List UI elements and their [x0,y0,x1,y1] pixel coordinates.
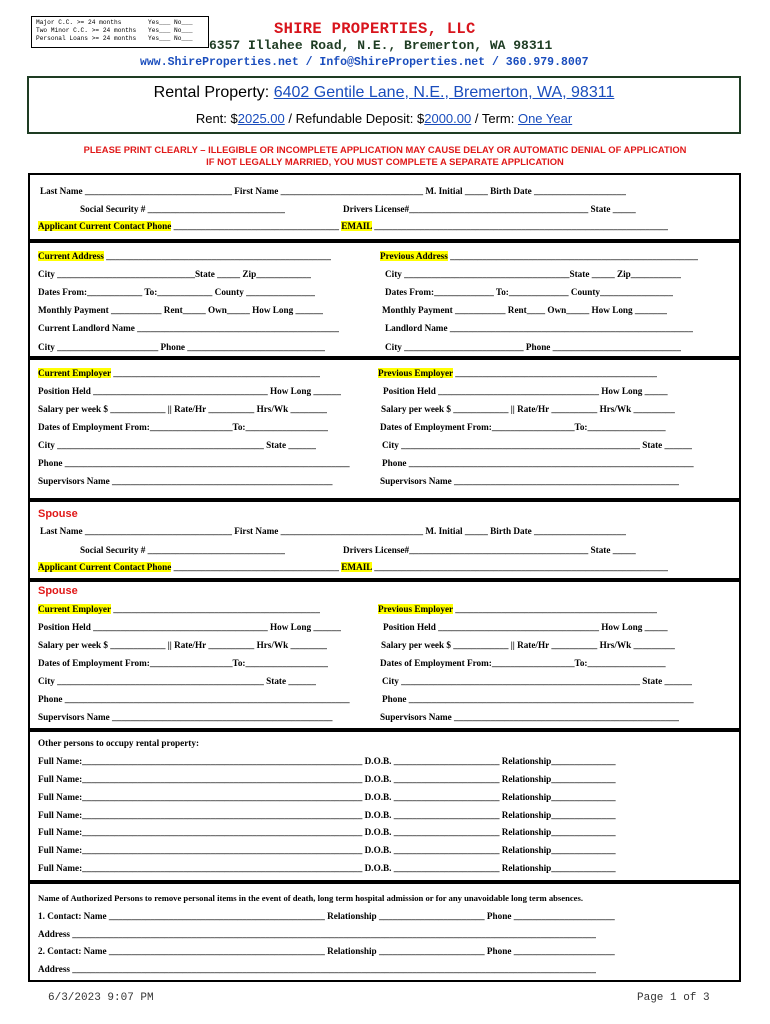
occupant-row[interactable]: Full Name:_____________________________________________________________ D.O.B. _______________________ Relationship______________ [38,792,616,802]
previous-employer-label: Previous Employer [378,368,453,378]
rental-property-line [29,84,739,102]
previous-employer-line[interactable]: ____________________________________________ [452,368,658,378]
deposit-value: 2000.00 [424,111,472,126]
credit-no[interactable]: No___ [174,27,193,34]
occupants-section [28,730,741,882]
spouse-phone-line[interactable]: ____________________________________ [171,562,339,572]
spouse-current-position-row[interactable]: Position Held ______________________________________ How Long ______ [38,622,341,632]
previous-address-label: Previous Address [380,251,448,261]
credit-yes[interactable]: Yes___ [148,19,171,26]
company-contact[interactable]: www.ShireProperties.net / Info@ShireProperties.net / 360.979.8007 [140,56,589,69]
spouse-employer-section [28,580,741,730]
previous-address-field[interactable] [380,251,698,261]
credit-yes[interactable]: Yes___ [148,27,171,34]
current-employer-label: Current Employer [38,368,111,378]
spouse-previous-position-row[interactable]: Position Held ___________________________________ How Long _____ [383,622,668,632]
address-section [28,241,741,358]
spouse-previous-salary-row[interactable]: Salary per week $ ____________ || Rate/Hr __________ Hrs/Wk _________ [381,640,675,650]
ssn-field[interactable]: Social Security # ______________________________ [80,204,286,214]
occupant-row[interactable]: Full Name:_____________________________________________________________ D.O.B. _______________________ Relationship______________ [38,756,616,766]
spouse-previous-employment-dates-row[interactable]: Dates of Employment From:__________________To:_________________ [380,658,666,668]
company-address: 6357 Illahee Road, N.E., Bremerton, WA 98311 [209,38,553,53]
previous-employment-dates-row[interactable]: Dates of Employment From:__________________To:_________________ [380,422,666,432]
contact-2-row[interactable]: 2. Contact: Name _______________________________________________ Relationship _______________________ Phone ______________________ [38,946,615,956]
drivers-license-field[interactable]: Drivers License#_______________________________________ State _____ [343,204,636,214]
applicant-phone-label: Applicant Current Contact Phone [38,221,172,231]
credit-label: Personal Loans >= 24 months [36,35,137,42]
credit-label: Two Minor C.C. >= 24 months [36,27,137,34]
authorized-persons-section [28,882,741,982]
current-employer-city-row[interactable]: City _____________________________________________ State ______ [38,440,316,450]
credit-row-minor [36,27,193,35]
spouse-employer-heading: Spouse [38,585,78,597]
email-line[interactable]: ________________________________________________________________ [371,221,669,231]
current-city-row[interactable]: City ______________________________State _____ Zip____________ [38,269,312,279]
previous-supervisor-row[interactable]: Supervisors Name _________________________________________________ [380,476,680,486]
spouse-current-supervisor-row[interactable]: Supervisors Name ________________________________________________ [38,712,333,722]
previous-position-row[interactable]: Position Held ___________________________________ How Long _____ [383,386,668,396]
current-position-row[interactable]: Position Held ______________________________________ How Long ______ [38,386,341,396]
previous-salary-row[interactable]: Salary per week $ ____________ || Rate/Hr __________ Hrs/Wk _________ [381,404,675,414]
current-address-label: Current Address [38,251,104,261]
current-address-line[interactable]: _________________________________________________ [103,251,332,261]
spouse-phone-label: Applicant Current Contact Phone [38,562,172,572]
current-supervisor-row[interactable]: Supervisors Name ________________________________________________ [38,476,333,486]
deposit-label: / Refundable Deposit: $ [284,111,425,126]
spouse-current-employer-label: Current Employer [38,604,111,614]
rental-property-box [27,76,741,134]
spouse-current-employer-field[interactable] [38,604,320,614]
credit-row-loans [36,35,193,43]
current-address-field[interactable] [38,251,331,261]
previous-landlord-city-row[interactable]: City __________________________ Phone ____________________________ [385,342,682,352]
spouse-previous-employer-phone-row[interactable]: Phone ______________________________________________________________ [382,694,694,704]
warning-line-1: PLEASE PRINT CLEARLY – ILLEGIBLE OR INCOMPLETE APPLICATION MAY CAUSE DELAY OR AUTOMATIC DENIAL OF APPLICATION [83,144,687,155]
occupant-row[interactable]: Full Name:_____________________________________________________________ D.O.B. _______________________ Relationship______________ [38,810,616,820]
occupant-row[interactable]: Full Name:_____________________________________________________________ D.O.B. _______________________ Relationship______________ [38,863,616,873]
previous-payment-row[interactable]: Monthly Payment ___________ Rent____ Own_____ How Long _______ [382,305,668,315]
spouse-previous-employer-line[interactable]: ____________________________________________ [452,604,658,614]
rent-value: 2025.00 [237,111,285,126]
rental-property-label: Rental Property: [153,84,270,101]
current-landlord-row[interactable]: Current Landlord Name ____________________________________________ [38,323,340,333]
spouse-current-employer-phone-row[interactable]: Phone ______________________________________________________________ [38,694,350,704]
spouse-name-row[interactable]: Last Name ________________________________ First Name _______________________________ M. Initial _____ Birth Date ____________________ [40,526,626,536]
previous-landlord-row[interactable]: Landlord Name _____________________________________________________ [385,323,694,333]
occupant-row[interactable]: Full Name:_____________________________________________________________ D.O.B. _______________________ Relationship______________ [38,845,616,855]
spouse-phone-field[interactable] [38,562,668,572]
applicant-phone-line[interactable]: ____________________________________ [171,221,339,231]
company-name: SHIRE PROPERTIES, LLC [274,20,476,38]
current-employer-field[interactable] [38,368,320,378]
spouse-heading: Spouse [38,508,78,520]
credit-row-major [36,19,193,27]
occupant-row[interactable]: Full Name:_____________________________________________________________ D.O.B. _______________________ Relationship______________ [38,774,616,784]
email-label: EMAIL [341,221,372,231]
credit-history-box [31,16,209,48]
current-employer-phone-row[interactable]: Phone ______________________________________________________________ [38,458,350,468]
employer-section [28,358,741,500]
spouse-previous-supervisor-row[interactable]: Supervisors Name _________________________________________________ [380,712,680,722]
occupants-heading: Other persons to occupy rental property: [38,738,200,748]
spouse-previous-employer-city-row[interactable]: City ____________________________________________________ State ______ [382,676,693,686]
spouse-section [28,500,741,580]
rent-terms-line [29,111,739,126]
applicant-section [28,173,741,241]
credit-label: Major C.C. >= 24 months [36,19,122,26]
previous-address-line[interactable]: ______________________________________________________ [447,251,699,261]
spouse-email-line[interactable]: ________________________________________________________________ [371,562,669,572]
current-payment-row[interactable]: Monthly Payment ___________ Rent_____ Own_____ How Long ______ [38,305,324,315]
credit-no[interactable]: No___ [174,35,193,42]
previous-city-row[interactable]: City ____________________________________State _____ Zip___________ [385,269,682,279]
footer-datetime: 6/3/2023 9:07 PM [48,992,154,1004]
previous-employer-city-row[interactable]: City ____________________________________________________ State ______ [382,440,693,450]
previous-employer-phone-row[interactable]: Phone ______________________________________________________________ [382,458,694,468]
contact-1-row[interactable]: 1. Contact: Name _______________________________________________ Relationship _______________________ Phone ______________________ [38,911,615,921]
term-value: One Year [517,111,573,126]
warning-line-2: IF NOT LEGALLY MARRIED, YOU MUST COMPLETE A SEPARATE APPLICATION [206,156,564,167]
credit-yes[interactable]: Yes___ [148,35,171,42]
spouse-current-employer-city-row[interactable]: City _____________________________________________ State ______ [38,676,316,686]
applicant-phone-field[interactable] [38,221,668,231]
current-landlord-city-row[interactable]: City ______________________ Phone ______________________________ [38,342,326,352]
spouse-previous-employer-field[interactable] [378,604,657,614]
spouse-ssn-field[interactable]: Social Security # ______________________________ [80,545,286,555]
contact-2-address-row[interactable]: Address __________________________________________________________________________________________________________________ [38,964,596,974]
authorized-persons-heading: Name of Authorized Persons to remove personal items in the event of death, long term hospital admission or for any unavoidable long term absences. [38,893,583,903]
credit-no[interactable]: No___ [174,19,193,26]
current-dates-row[interactable]: Dates From:____________ To:____________ County _______________ [38,287,315,297]
contact-1-address-row[interactable]: Address __________________________________________________________________________________________________________________ [38,929,596,939]
current-salary-row[interactable]: Salary per week $ ____________ || Rate/Hr __________ Hrs/Wk ________ [38,404,328,414]
rental-property-value: 6402 Gentile Lane, N.E., Bremerton, WA, 98311 [273,84,615,101]
occupant-row[interactable]: Full Name:_____________________________________________________________ D.O.B. _______________________ Relationship______________ [38,827,616,837]
spouse-current-salary-row[interactable]: Salary per week $ ____________ || Rate/Hr __________ Hrs/Wk ________ [38,640,328,650]
spouse-email-label: EMAIL [341,562,372,572]
rent-label: Rent: $ [195,111,238,126]
current-employer-line[interactable]: _____________________________________________ [110,368,320,378]
spouse-previous-employer-label: Previous Employer [378,604,453,614]
spouse-drivers-license-field[interactable]: Drivers License#_______________________________________ State _____ [343,545,636,555]
previous-dates-row[interactable]: Dates From:_____________ To:_____________ County________________ [385,287,674,297]
spouse-current-employer-line[interactable]: _____________________________________________ [110,604,320,614]
spouse-current-employment-dates-row[interactable]: Dates of Employment From:__________________To:__________________ [38,658,329,668]
current-employment-dates-row[interactable]: Dates of Employment From:__________________To:__________________ [38,422,329,432]
previous-employer-field[interactable] [378,368,657,378]
footer-page-number: Page 1 of 3 [637,992,710,1004]
applicant-name-row[interactable]: Last Name ________________________________ First Name _______________________________ M. Initial _____ Birth Date ____________________ [40,186,626,196]
term-label: / Term: [471,111,518,126]
